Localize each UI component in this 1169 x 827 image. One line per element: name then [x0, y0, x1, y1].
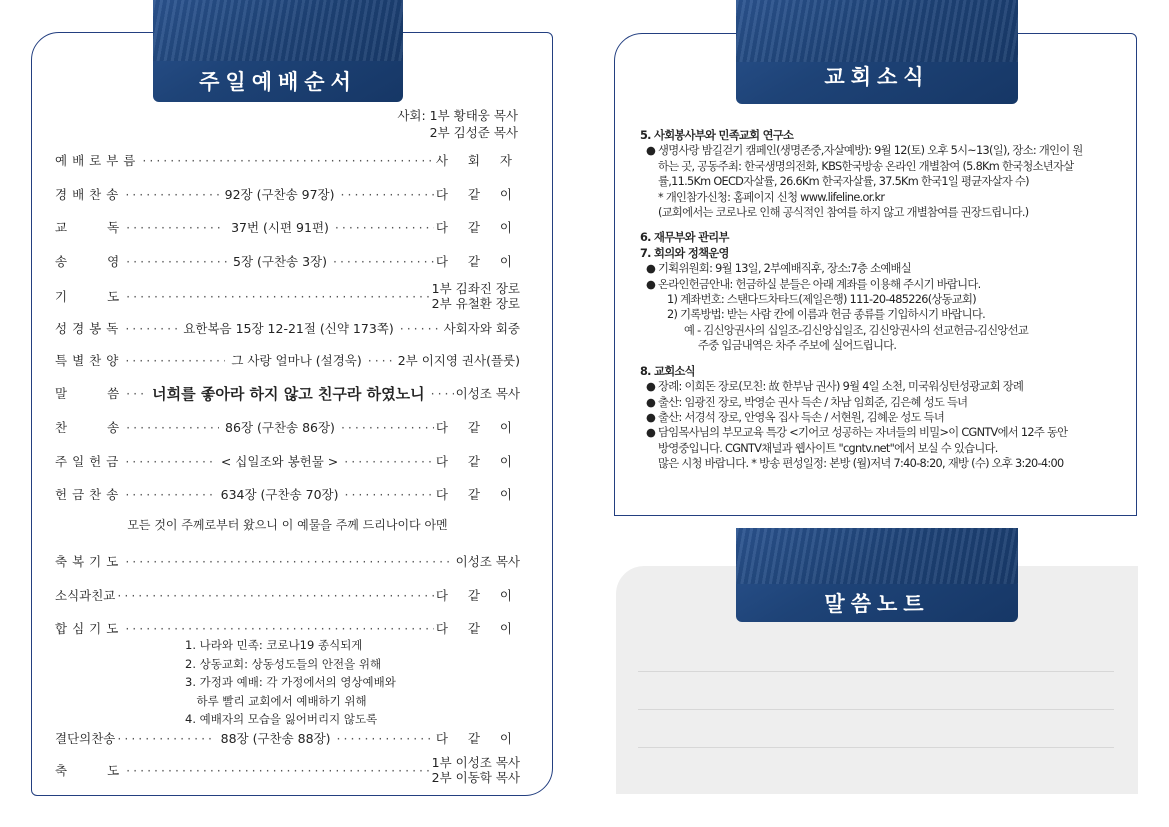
- news-section-heading: 8. 교회소식: [640, 364, 695, 378]
- item-label: 결단의찬송: [55, 731, 116, 746]
- leader-dots: [400, 321, 442, 336]
- news-line: ● 출산: 임광진 장로, 박영순 권사 득손 / 차남 임희준, 김은혜 성도 득녀: [646, 395, 968, 409]
- news-spacer: [640, 220, 1120, 230]
- prayer-topic: 3. 가정과 예배: 각 가정에서의 영상예배와: [185, 675, 396, 690]
- note-rule-line: [638, 747, 1114, 748]
- news-line: ● 기획위원회: 9월 13일, 2부예배직후, 장소:7층 소예배실: [646, 262, 911, 276]
- item-label: 축복기도: [55, 554, 124, 569]
- item-label: 특별찬양: [55, 353, 124, 368]
- item-leader: [432, 281, 520, 311]
- item-leader: 다 같 이: [435, 187, 521, 202]
- worship-item: [55, 216, 520, 238]
- officiant-info: [330, 107, 518, 141]
- item-detail: < 십일조와 봉헌물 >: [220, 454, 339, 469]
- item-leader: 사회자와 회중: [443, 321, 520, 336]
- item-leader: 이성조 목사: [455, 554, 520, 569]
- worship-item: [55, 483, 520, 505]
- item-label: 예배로부름: [55, 153, 141, 168]
- item-leader: 다 같 이: [435, 454, 520, 469]
- worship-item: [55, 584, 520, 606]
- leader-line-1: 1부 김좌진 장로: [431, 281, 520, 296]
- leader-dots: [335, 220, 434, 235]
- item-detail: 그 사랑 얼마나 (설경욱): [231, 353, 362, 368]
- sermon-note-title-tab: [736, 528, 1018, 622]
- item-label: 주일헌금: [55, 454, 124, 469]
- worship-item: [55, 416, 520, 438]
- news-section-heading: 5. 사회봉사부와 민족교회 연구소: [640, 129, 794, 142]
- news-line: 예 - 김신앙권사의 십일조-김신앙십일조, 김신앙권사의 선교헌금-김신앙선교: [684, 323, 1029, 337]
- item-leader: 다 같 이: [435, 420, 521, 435]
- prayer-topic: 1. 나라와 민족: 코로나19 종식되게: [185, 638, 363, 652]
- news-line: (교회에서는 코로나로 인해 공식적인 참여를 하지 않고 개별참여를 권장드립니다.): [658, 206, 1029, 220]
- item-label: 기 도: [55, 289, 125, 304]
- sermon-note-title: 말씀노트: [824, 592, 930, 616]
- leader-dots: [125, 554, 453, 569]
- leader-dots: [431, 386, 454, 401]
- prayer-topics: [185, 636, 396, 729]
- leader-dots: [117, 731, 214, 746]
- item-leader: 사 회 자: [435, 153, 520, 168]
- note-rule-line: [638, 709, 1114, 710]
- prayer-topic: 4. 예배자의 모습을 잃어버리지 않도록: [185, 712, 378, 727]
- leader-dots: [341, 420, 434, 435]
- item-leader: 다 같 이: [435, 487, 520, 502]
- news-line: 하는 곳, 공동주최: 한국생명의전화, KBS한국방송 온라인 개별참여 (5.8Km 한국청소년자살: [658, 159, 1074, 173]
- leader-dots: [117, 588, 433, 603]
- worship-order-title-tab: [153, 0, 403, 102]
- news-line: ● 출산: 서경석 장로, 안영옥 집사 득손 / 서현원, 김혜운 성도 득녀: [646, 410, 945, 424]
- worship-item: [55, 317, 520, 339]
- worship-item: [55, 349, 520, 371]
- leader-dots: [337, 731, 434, 746]
- item-detail: 요한복음 15장 12-21절 (신약 173쪽): [183, 321, 394, 336]
- sermon-title: 너희를 좋아라 하지 않고 친구라 하였노니: [152, 384, 425, 403]
- news-line: 1) 계좌번호: 스탠다드차타드(제일은행) 111-20-485226(상동교회): [667, 293, 976, 307]
- item-leader: 다 같 이: [435, 220, 520, 235]
- item-detail: 88장 (구찬송 88장): [220, 731, 331, 746]
- news-line: ● 생명사랑 밤길걷기 캠페인(생명존중,자살예방): 9월 12(토) 오후 5시~13(일), 장소: 개인이 원: [646, 144, 1083, 158]
- worship-item: [55, 754, 520, 786]
- leader-dots: [125, 321, 177, 336]
- item-label: 송 영: [55, 254, 125, 269]
- leader-dots: [126, 420, 219, 435]
- worship-item: [55, 280, 520, 312]
- item-detail: 92장 (구찬송 97장): [224, 187, 335, 202]
- leader-dots: [125, 621, 434, 636]
- worship-item: [55, 450, 520, 472]
- officiant-line-2: 2부 김성준 목사: [429, 125, 518, 140]
- church-news-body: [640, 128, 1120, 472]
- item-label: 소식과친교: [55, 588, 116, 603]
- news-line: 방영중입니다. CGNTV채널과 웹사이트 "cgntv.net"에서 보실 수 있습니다.: [658, 441, 998, 455]
- leader-dots: [125, 353, 225, 368]
- leader-dots: [125, 454, 215, 469]
- leader-line-2: 2부 유철환 장로: [431, 296, 520, 311]
- item-leader: 다 같 이: [435, 254, 521, 269]
- news-line: ● 장례: 이희돈 장로(모친: 故 한부남 권사) 9월 4일 소천, 미국워싱턴성광교회 장례: [646, 380, 1024, 394]
- leader-dots: [341, 187, 434, 202]
- worship-item: [55, 727, 520, 749]
- leader-dots: [125, 487, 214, 502]
- item-detail: 634장 (구찬송 70장): [220, 487, 339, 502]
- item-leader: 다 같 이: [435, 588, 520, 603]
- church-news-title-tab: [736, 0, 1018, 104]
- news-spacer: [640, 354, 1120, 364]
- item-label: 경배찬송: [55, 187, 124, 202]
- leader-dots: [333, 254, 434, 269]
- news-section-heading: 7. 회의와 정책운영: [640, 246, 729, 260]
- officiant-line-1: 사회: 1부 황태웅 목사: [397, 108, 518, 123]
- note-rule-line: [638, 671, 1114, 672]
- item-detail: 5장 (구찬송 3장): [233, 254, 327, 269]
- news-section-heading: 6. 재무부와 관리부: [640, 231, 729, 245]
- church-news-title: 교회소식: [824, 65, 930, 89]
- leader-dots: [126, 289, 429, 304]
- worship-item: [55, 550, 520, 572]
- news-line: ● 담임목사님의 부모교육 특강 <기어코 성공하는 자녀들의 비밀>이 CGNTV에서 12주 동안: [646, 426, 1068, 440]
- leader-dots: [125, 187, 218, 202]
- offering-prayer-note: 모든 것이 주께로부터 왔으니 이 예물을 주께 드리나이다 아멘: [127, 518, 448, 532]
- leader-dots: [142, 153, 433, 168]
- leader-dots: [126, 763, 429, 778]
- news-line: 률,11.5Km OECD자살률, 26.6Km 한국자살률, 37.5Km 한국1일 평균자살자 수): [658, 175, 1029, 189]
- leader-dots: [126, 386, 146, 401]
- item-label: 말 씀: [55, 386, 125, 401]
- worship-item: [55, 250, 520, 272]
- leader-line-2: 2부 이동학 목사: [431, 770, 520, 785]
- item-leader: 이성조 목사: [455, 386, 520, 401]
- item-label: 헌금찬송: [55, 487, 124, 502]
- leader-dots: [126, 220, 225, 235]
- item-detail: 86장 (구찬송 86장): [225, 420, 335, 435]
- item-leader: 다 같 이: [435, 621, 520, 636]
- item-label: 축 도: [55, 763, 125, 778]
- item-label: 교 독: [55, 220, 125, 235]
- prayer-topic: 2. 상동교회: 상동성도들의 안전을 위해: [185, 656, 382, 671]
- prayer-topic: 하루 빨리 교회에서 예배하기 위해: [185, 693, 367, 708]
- leader-dots: [344, 487, 433, 502]
- worship-item: [55, 382, 520, 404]
- leader-dots: [344, 454, 434, 469]
- item-leader: 다 같 이: [435, 731, 520, 746]
- worship-order-title: 주일예배순서: [199, 70, 357, 94]
- news-line: 2) 기록방법: 받는 사람 칸에 이름과 헌금 종류를 기입하시기 바랍니다.: [667, 308, 985, 322]
- leader-line-1: 1부 이성조 목사: [431, 755, 520, 770]
- item-label: 합심기도: [55, 621, 124, 636]
- news-line: ● 온라인헌금안내: 헌금하실 분들은 아래 계좌를 이용해 주시기 바랍니다.: [646, 277, 981, 291]
- item-label: 성경봉독: [55, 321, 124, 336]
- worship-item: [55, 149, 520, 171]
- leader-dots: [126, 254, 227, 269]
- leader-dots: [368, 353, 396, 368]
- item-leader: 2부 이지영 권사(플룻): [397, 353, 520, 368]
- news-line: 주중 입금내역은 차주 주보에 실어드립니다.: [698, 339, 897, 353]
- item-leader: [432, 755, 520, 785]
- item-detail: 37번 (시편 91편): [231, 220, 329, 235]
- worship-item: [55, 183, 520, 205]
- item-label: 찬 송: [55, 420, 125, 435]
- news-line: 많은 시청 바랍니다. * 방송 편성일정: 본방 (월)저녁 7:40-8:20, 재방 (수) 오후 3:20-4:00: [658, 457, 1064, 471]
- news-line: * 개인참가신청: 홈페이지 신청 www.lifeline.or.kr: [658, 190, 885, 204]
